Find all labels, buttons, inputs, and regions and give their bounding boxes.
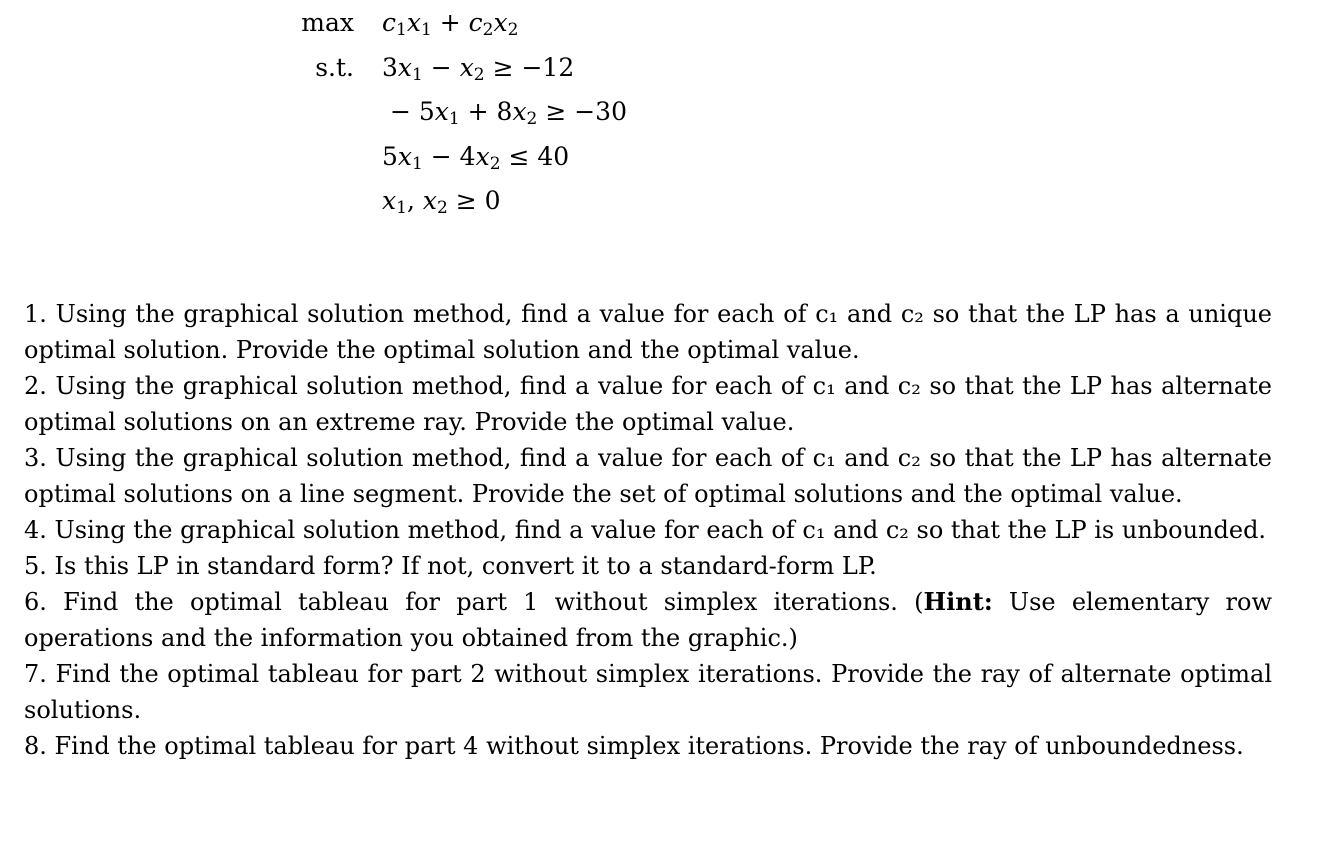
hint-label: Hint:: [923, 587, 993, 616]
objective-label: max: [301, 8, 354, 37]
constraint-2-expression: − $5x_1 + 8x_2 \ge -30$: [382, 97, 627, 129]
question-list: [24, 296, 1272, 764]
constraint-3-expression: $5x_1 - 4x_2 \le 40$: [382, 141, 570, 174]
nonnegativity-row: [300, 186, 627, 231]
question-8: 8. Find the optimal tableau for part 4 without simplex iterations. Provide the ray of unboundedness.: [24, 732, 1244, 760]
question-1: 1. Using the graphical solution method, find a value for each of c₁ and c₂ so that the LP has a unique optimal solution. Provide the optimal solution and the optimal value.: [24, 300, 1272, 364]
question-6: [24, 584, 1272, 656]
constraint-1-expression: $3x_1 - x_2 \ge -12$: [382, 52, 575, 85]
objective-expression: $c_1x_1 + c_2x_2$: [382, 8, 519, 40]
nonnegativity-expression: $x_1$, $x_2 \ge 0$: [382, 186, 501, 218]
objective-row: [300, 8, 627, 53]
constraint-row-3: [300, 142, 627, 187]
question-2: 2. Using the graphical solution method, find a value for each of c₁ and c₂ so that the LP has alternate optimal solutions on an extreme ray. Provide the optimal value.: [24, 372, 1272, 436]
constraint-label: s.t.: [315, 52, 354, 82]
constraint-row-1: [300, 53, 627, 98]
question-4: 4. Using the graphical solution method, find a value for each of c₁ and c₂ so that the LP is unbounded.: [24, 516, 1267, 544]
constraint-row-2: [300, 97, 627, 142]
question-7: 7. Find the optimal tableau for part 2 without simplex iterations. Provide the ray of alternate optimal solutions.: [24, 660, 1272, 724]
lp-formulation: [300, 8, 627, 231]
question-5: 5. Is this LP in standard form? If not, convert it to a standard-form LP.: [24, 552, 877, 580]
question-3: 3. Using the graphical solution method, find a value for each of c₁ and c₂ so that the LP has alternate optimal solutions on a line segment. Provide the set of optimal solutions and the optimal value.: [24, 444, 1272, 508]
question-6-text-before: 6. Find the optimal tableau for part 1 without simplex iterations. (: [24, 588, 924, 616]
question-6-text-after: Use elementary row operations and the information you obtained from the graphic.): [24, 588, 1272, 652]
